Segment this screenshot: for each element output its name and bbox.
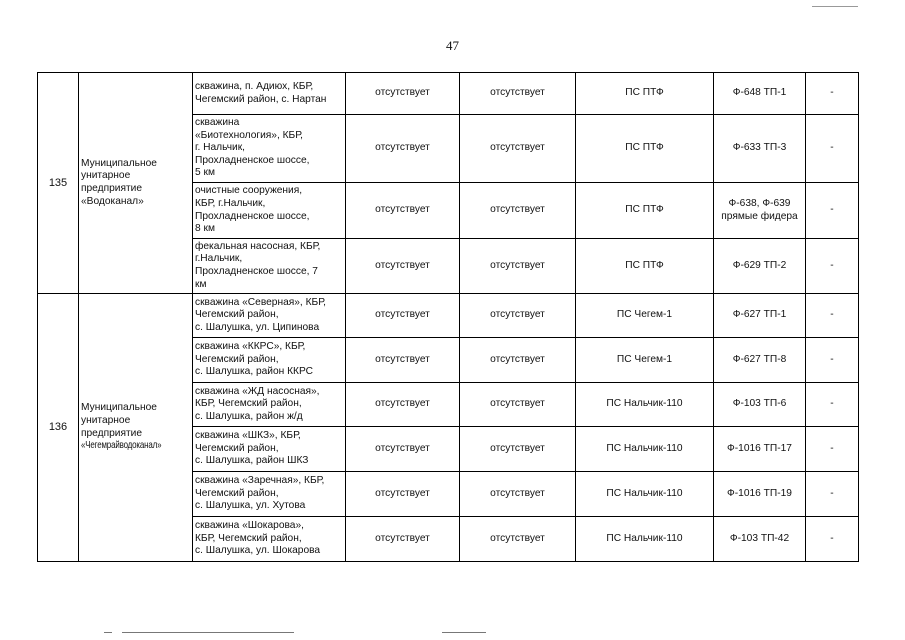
status-cell-text: отсутствует xyxy=(375,353,430,365)
object-cell-text: скважина «ЖД насосная», КБР, Чегемский район, с. Шалушка, район ж/д xyxy=(195,385,320,422)
dash-cell xyxy=(806,73,859,115)
object-cell-text: скважина «Шокарова», КБР, Чегемский район, с. Шалушка, ул. Шокарова xyxy=(195,520,321,557)
organization-name-line: предприятие xyxy=(81,427,142,439)
status-cell-text: отсутствует xyxy=(375,259,430,271)
feeder-cell-text: Ф-1016 ТП-17 xyxy=(727,442,792,454)
status-cell xyxy=(460,73,576,115)
object-cell-text: скважина, п. Адиюх, КБР, Чегемский район, с. Нартан xyxy=(195,80,327,105)
dash-cell-text: - xyxy=(830,142,834,154)
object-cell-text: скважина «Биотехнология», КБР, г. Нальчик, Прохладненское шоссе, 5 км xyxy=(195,117,310,179)
substation-cell-text: ПС Чегем-1 xyxy=(616,309,673,321)
feeder-cell-text: Ф-627 ТП-8 xyxy=(732,353,787,365)
object-cell-text: скважина «Северная», КБР, Чегемский район, с. Шалушка, ул. Ципинова xyxy=(195,296,326,333)
status-cell xyxy=(460,338,576,383)
status-cell-text: отсутствует xyxy=(375,442,430,454)
substation-cell xyxy=(576,338,714,383)
substation-cell xyxy=(576,427,714,472)
status-cell xyxy=(460,239,576,294)
header-rule xyxy=(812,6,858,7)
organization-name xyxy=(79,73,193,294)
status-cell xyxy=(460,183,576,239)
group-number: 136 xyxy=(38,294,79,562)
status-cell-text: отсутствует xyxy=(490,142,545,154)
footer-rule-left xyxy=(122,632,294,633)
dash-cell xyxy=(806,294,859,338)
feeder-cell xyxy=(714,115,806,183)
table-body xyxy=(38,73,859,562)
status-cell-text: отсутствует xyxy=(490,87,545,99)
dash-cell xyxy=(806,383,859,427)
status-cell-text: отсутствует xyxy=(490,487,545,499)
dash-cell-text: - xyxy=(830,442,834,454)
dash-cell xyxy=(806,115,859,183)
status-cell-text: отсутствует xyxy=(490,442,545,454)
feeder-cell-text: Ф-638, Ф-639 прямые фидера xyxy=(721,197,798,222)
status-cell xyxy=(460,115,576,183)
substation-table xyxy=(37,72,859,562)
status-cell-text: отсутствует xyxy=(490,309,545,321)
organization-name-line: унитарное xyxy=(81,414,131,426)
organization-name-line xyxy=(81,440,190,453)
feeder-cell xyxy=(714,338,806,383)
feeder-cell xyxy=(714,427,806,472)
dash-cell-text: - xyxy=(830,487,834,499)
status-cell-text: отсутствует xyxy=(375,398,430,410)
substation-cell xyxy=(576,73,714,115)
status-cell xyxy=(460,294,576,338)
substation-cell xyxy=(576,115,714,183)
feeder-cell-text: Ф-1016 ТП-19 xyxy=(727,487,792,499)
dash-cell-text: - xyxy=(830,204,834,216)
organization-name xyxy=(79,294,193,562)
feeder-cell-text: Ф-648 ТП-1 xyxy=(732,87,787,99)
status-cell xyxy=(346,338,460,383)
organization-name-line: унитарное xyxy=(81,170,131,182)
substation-cell-text: ПС Нальчик-110 xyxy=(606,487,683,499)
status-cell-text: отсутствует xyxy=(375,204,430,216)
object-cell xyxy=(193,73,346,115)
feeder-cell xyxy=(714,183,806,239)
dash-cell xyxy=(806,239,859,294)
object-cell-text: очистные сооружения, КБР, г.Нальчик, Прохладненское шоссе, 8 км xyxy=(195,185,310,235)
status-cell-text: отсутствует xyxy=(490,532,545,544)
substation-cell xyxy=(576,383,714,427)
object-cell-text: скважина «ШКЗ», КБР, Чегемский район, с. Шалушка, район ШКЗ xyxy=(195,430,309,467)
status-cell-text: отсутствует xyxy=(490,353,545,365)
substation-cell-text: ПС Нальчик-110 xyxy=(606,532,683,544)
status-cell xyxy=(346,517,460,562)
dash-cell xyxy=(806,427,859,472)
status-cell-text: отсутствует xyxy=(375,87,430,99)
status-cell-text: отсутствует xyxy=(375,309,430,321)
feeder-cell xyxy=(714,294,806,338)
dash-cell-text: - xyxy=(830,398,834,410)
feeder-cell-text: Ф-103 ТП-42 xyxy=(729,532,790,544)
feeder-cell-text: Ф-629 ТП-2 xyxy=(732,259,787,271)
status-cell-text: отсутствует xyxy=(490,204,545,216)
footer-rule-dot xyxy=(104,632,112,633)
object-cell-text: фекальная насосная, КБР, г.Нальчик, Прохладненское шоссе, 7 км xyxy=(195,240,321,290)
dash-cell-text: - xyxy=(830,532,834,544)
dash-cell-text: - xyxy=(830,353,834,365)
organization-name-line: Муниципальное xyxy=(81,157,157,169)
status-cell xyxy=(460,427,576,472)
substation-cell xyxy=(576,294,714,338)
status-cell xyxy=(460,383,576,427)
table-row xyxy=(38,73,859,115)
object-cell xyxy=(193,517,346,562)
object-cell xyxy=(193,183,346,239)
substation-cell-text: ПС ПТФ xyxy=(625,259,664,271)
status-cell-text: отсутствует xyxy=(375,487,430,499)
substation-cell-text: ПС Нальчик-110 xyxy=(606,442,683,454)
feeder-cell-text: Ф-627 ТП-1 xyxy=(732,309,787,321)
substation-cell xyxy=(576,472,714,517)
status-cell xyxy=(346,183,460,239)
object-cell xyxy=(193,427,346,472)
organization-name-line: Муниципальное xyxy=(81,402,157,414)
dash-cell xyxy=(806,338,859,383)
substation-cell-text: ПС ПТФ xyxy=(625,142,664,154)
substation-cell xyxy=(576,239,714,294)
status-cell xyxy=(346,383,460,427)
object-cell xyxy=(193,383,346,427)
dash-cell-text: - xyxy=(830,309,834,321)
object-cell xyxy=(193,338,346,383)
object-cell xyxy=(193,294,346,338)
feeder-cell xyxy=(714,383,806,427)
feeder-cell xyxy=(714,472,806,517)
object-cell xyxy=(193,239,346,294)
status-cell-text: отсутствует xyxy=(375,142,430,154)
status-cell xyxy=(346,115,460,183)
dash-cell xyxy=(806,183,859,239)
page-number: 47 xyxy=(446,38,459,53)
object-cell xyxy=(193,472,346,517)
substation-cell xyxy=(576,183,714,239)
status-cell-text: отсутствует xyxy=(490,259,545,271)
dash-cell xyxy=(806,517,859,562)
dash-cell-text: - xyxy=(830,87,834,99)
status-cell xyxy=(460,472,576,517)
status-cell xyxy=(460,517,576,562)
status-cell xyxy=(346,239,460,294)
organization-name-line: «Водоканал» xyxy=(81,195,144,207)
dash-cell xyxy=(806,472,859,517)
object-cell xyxy=(193,115,346,183)
object-cell-text: скважина «Заречная», КБР, Чегемский район, с. Шалушка, ул. Хутова xyxy=(195,475,325,512)
substation-cell-text: ПС Чегем-1 xyxy=(616,353,673,365)
footer-rule-right xyxy=(442,632,486,633)
group-number: 135 xyxy=(38,73,79,294)
table-row xyxy=(38,294,859,338)
status-cell-text: отсутствует xyxy=(490,398,545,410)
status-cell xyxy=(346,294,460,338)
substation-cell-text: ПС Нальчик-110 xyxy=(606,398,683,410)
substation-cell-text: ПС ПТФ xyxy=(625,204,664,216)
feeder-cell-text: Ф-103 ТП-6 xyxy=(732,398,787,410)
organization-name-condensed: «Чегемрайводоканал» xyxy=(81,440,162,452)
feeder-cell xyxy=(714,73,806,115)
substation-cell-text: ПС ПТФ xyxy=(625,87,664,99)
substation-cell xyxy=(576,517,714,562)
feeder-cell xyxy=(714,517,806,562)
object-cell-text: скважина «ККРС», КБР, Чегемский район, с. Шалушка, район ККРС xyxy=(195,341,314,378)
feeder-cell-text: Ф-633 ТП-3 xyxy=(732,142,787,154)
status-cell xyxy=(346,427,460,472)
dash-cell-text: - xyxy=(830,259,834,271)
status-cell-text: отсутствует xyxy=(375,532,430,544)
organization-name-line: предприятие xyxy=(81,183,142,194)
feeder-cell xyxy=(714,239,806,294)
status-cell xyxy=(346,472,460,517)
status-cell xyxy=(346,73,460,115)
